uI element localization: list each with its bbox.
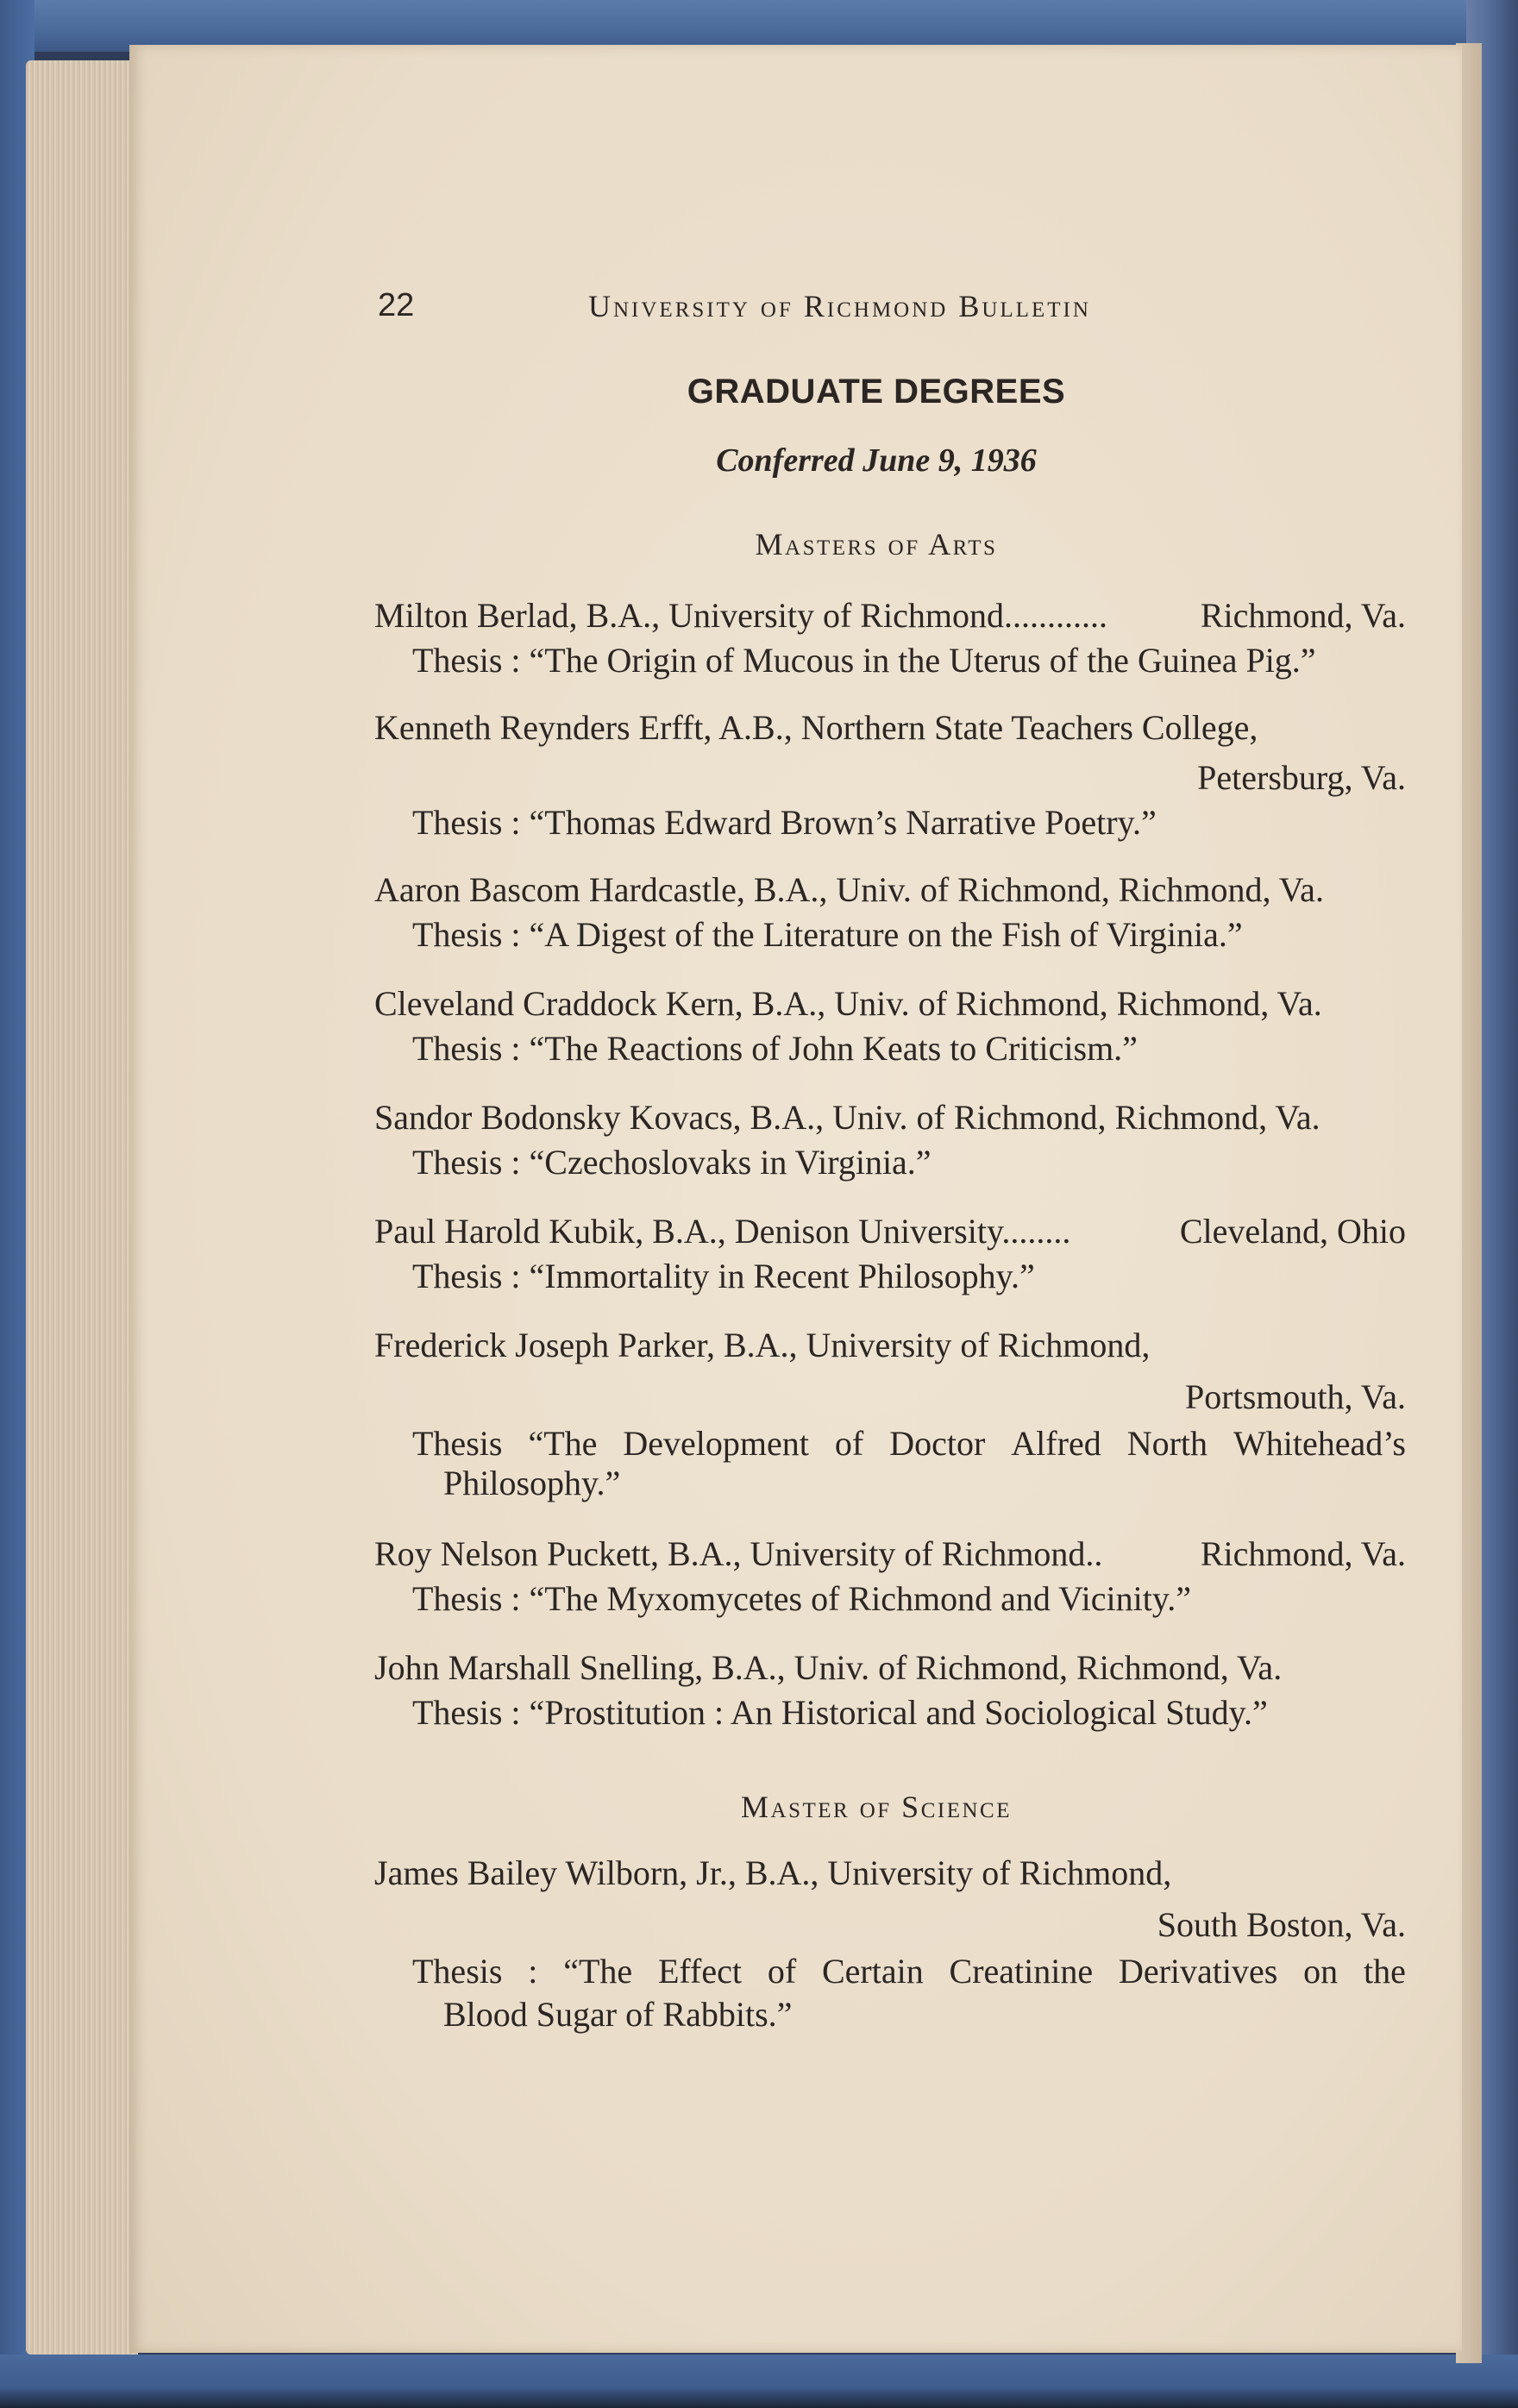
degree-entry-name-text: Roy Nelson Puckett, B.A., University of Richmond.. [374,1534,1103,1573]
degree-entry-place: Richmond, Va. [1200,1534,1406,1573]
thesis-word: Development [623,1424,809,1463]
degree-entry-thesis: Thesis : “Thomas Edward Brown’s Narrative Poetry.” [412,803,1157,842]
page-heading: GRADUATE DEGREES [687,373,1066,411]
degree-entry-thesis: Thesis : “The Reactions of John Keats to Criticism.” [412,1029,1138,1068]
book-cover-bottom-edge [0,2355,1518,2408]
thesis-word: Doctor [889,1424,986,1463]
degree-entry-name: Aaron Bascom Hardcastle, B.A., Univ. of Richmond, Richmond, Va. [374,870,1324,909]
section-title-masters-of-arts: Masters of Arts [755,527,998,561]
degree-entry-name [374,1211,1406,1252]
degree-entry-thesis: Thesis : “Immortality in Recent Philosophy.” [412,1257,1035,1295]
degree-entry-name: Cleveland Craddock Kern, B.A., Univ. of Richmond, Richmond, Va. [374,984,1322,1023]
degree-entry-name: Sandor Bodonsky Kovacs, B.A., Univ. of Richmond, Richmond, Va. [374,1098,1320,1137]
thesis-word: Thesis [412,1424,503,1463]
degree-entry-thesis-continued: Philosophy.” [443,1464,621,1502]
thesis-word: Derivatives [1118,1952,1278,1991]
thesis-word: Whitehead’s [1233,1424,1406,1463]
degree-entry-thesis: Thesis : “Czechoslovaks in Virginia.” [412,1143,932,1182]
degree-entry-name: Kenneth Reynders Erfft, A.B., Northern State Teachers College, [374,708,1258,747]
degree-entry-thesis-continued: Blood Sugar of Rabbits.” [443,1995,793,2034]
page-number: 22 [378,287,415,323]
running-head: University of Richmond Bulletin [588,289,1091,323]
thesis-word: the [1364,1952,1406,1991]
degree-entry-name-text: Paul Harold Kubik, B.A., Denison University........ [374,1212,1071,1251]
degree-entry-name [374,595,1406,636]
thesis-word: “The [563,1952,633,1991]
book-cover-top-edge [0,0,1518,52]
thesis-word: Alfred [1011,1424,1101,1463]
degree-entry-thesis: Thesis : “A Digest of the Literature on the Fish of Virginia.” [412,915,1243,954]
thesis-word: Certain [821,1952,924,1991]
page-subheading: Conferred June 9, 1936 [716,442,1037,479]
degree-entry-name: Frederick Joseph Parker, B.A., University of Richmond, [374,1326,1151,1364]
degree-entry-thesis [412,1951,1406,1992]
degree-entry-name-text: Milton Berlad, B.A., University of Richmond............ [374,596,1107,635]
thesis-word: Creatinine [949,1952,1094,1991]
degree-entry-thesis: Thesis : “Prostitution : An Historical and Sociological Study.” [412,1693,1268,1732]
degree-entry-place: Richmond, Va. [1200,596,1406,635]
section-title-master-of-science: Master of Science [741,1790,1012,1824]
thesis-word: on [1303,1952,1339,1991]
thesis-word: : [528,1952,538,1991]
thesis-word: Thesis [412,1952,503,1991]
thesis-word: North [1126,1424,1208,1463]
degree-entry-name: James Bailey Wilborn, Jr., B.A., University of Richmond, [374,1853,1172,1892]
thesis-word: of [767,1952,797,1991]
degree-entry-name [374,1533,1406,1575]
degree-entry-place: Petersburg, Va. [1197,758,1406,797]
degree-entry-thesis [412,1423,1406,1464]
degree-entry-thesis: Thesis : “The Origin of Mucous in the Uterus of the Guinea Pig.” [412,641,1316,680]
thesis-word: Effect [658,1952,742,1991]
thesis-word: “The [528,1424,598,1463]
degree-entry-thesis: Thesis : “The Myxomycetes of Richmond and Vicinity.” [412,1579,1191,1618]
degree-entry-name: John Marshall Snelling, B.A., Univ. of Richmond, Richmond, Va. [374,1648,1283,1687]
thesis-word: of [834,1424,864,1463]
degree-entry-place: Portsmouth, Va. [1185,1377,1406,1416]
degree-entry-place: Cleveland, Ohio [1179,1212,1406,1251]
degree-entry-place: South Boston, Va. [1157,1905,1406,1944]
